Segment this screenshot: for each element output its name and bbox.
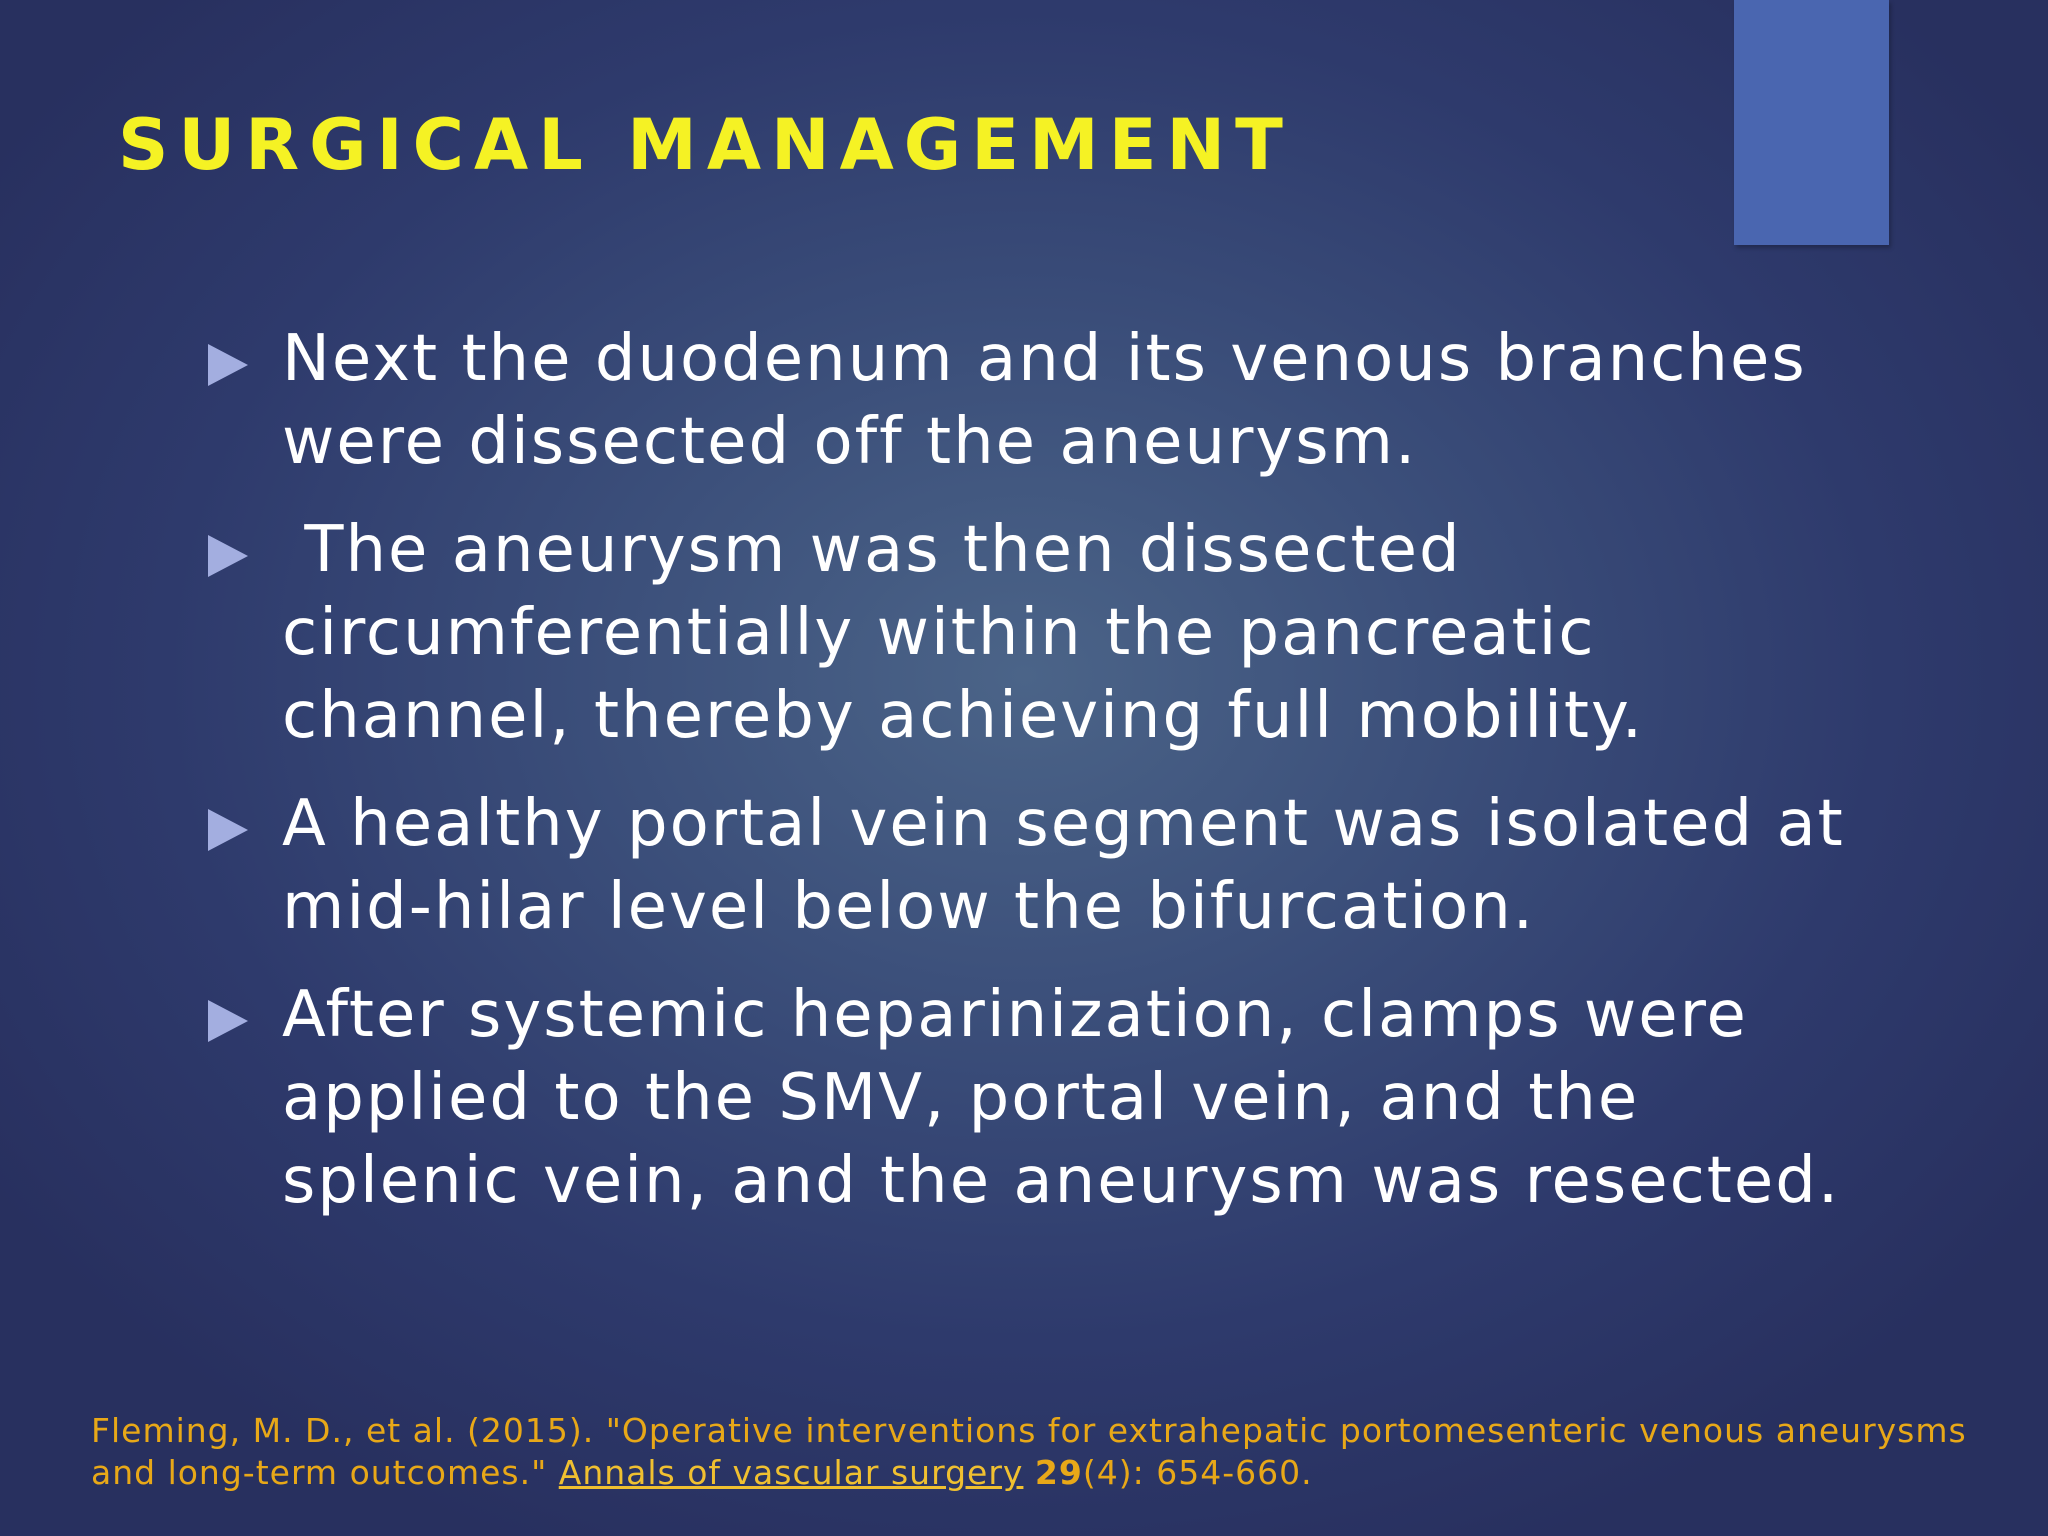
- citation: [91, 1410, 1991, 1494]
- citation-volume: 29: [1034, 1453, 1083, 1492]
- bullet-list: [208, 318, 1848, 1248]
- triangle-right-icon: [208, 1000, 248, 1042]
- bullet-item: [208, 509, 1848, 758]
- accent-block: [1734, 0, 1889, 245]
- bullet-item: [208, 318, 1848, 484]
- bullet-text: Next the duodenum and its venous branches were dissected off the aneurysm.: [282, 322, 1807, 479]
- citation-spacer: [1023, 1453, 1035, 1492]
- citation-pages: (4): 654-660.: [1082, 1453, 1313, 1492]
- bullet-item: [208, 974, 1848, 1223]
- citation-journal-link[interactable]: Annals of vascular surgery: [558, 1453, 1024, 1492]
- bullet-text: The aneurysm was then dissected circumferentially within the pancreatic channel, thereby achieving full mobility.: [282, 513, 1645, 753]
- triangle-right-icon: [208, 535, 248, 577]
- triangle-right-icon: [208, 344, 248, 386]
- bullet-item: [208, 783, 1848, 949]
- slide-title: SURGICAL MANAGEMENT: [118, 104, 1293, 186]
- bullet-text: A healthy portal vein segment was isolated at mid-hilar level below the bifurcation.: [282, 787, 1845, 944]
- bullet-text: After systemic heparinization, clamps were applied to the SMV, portal vein, and the splenic vein, and the aneurysm was resected.: [282, 978, 1841, 1218]
- citation-text: Fleming, M. D., et al. (2015). "Operative interventions for extrahepatic portomesenteric venous aneurysms and long-term outcomes.": [91, 1411, 1967, 1492]
- triangle-right-icon: [208, 809, 248, 851]
